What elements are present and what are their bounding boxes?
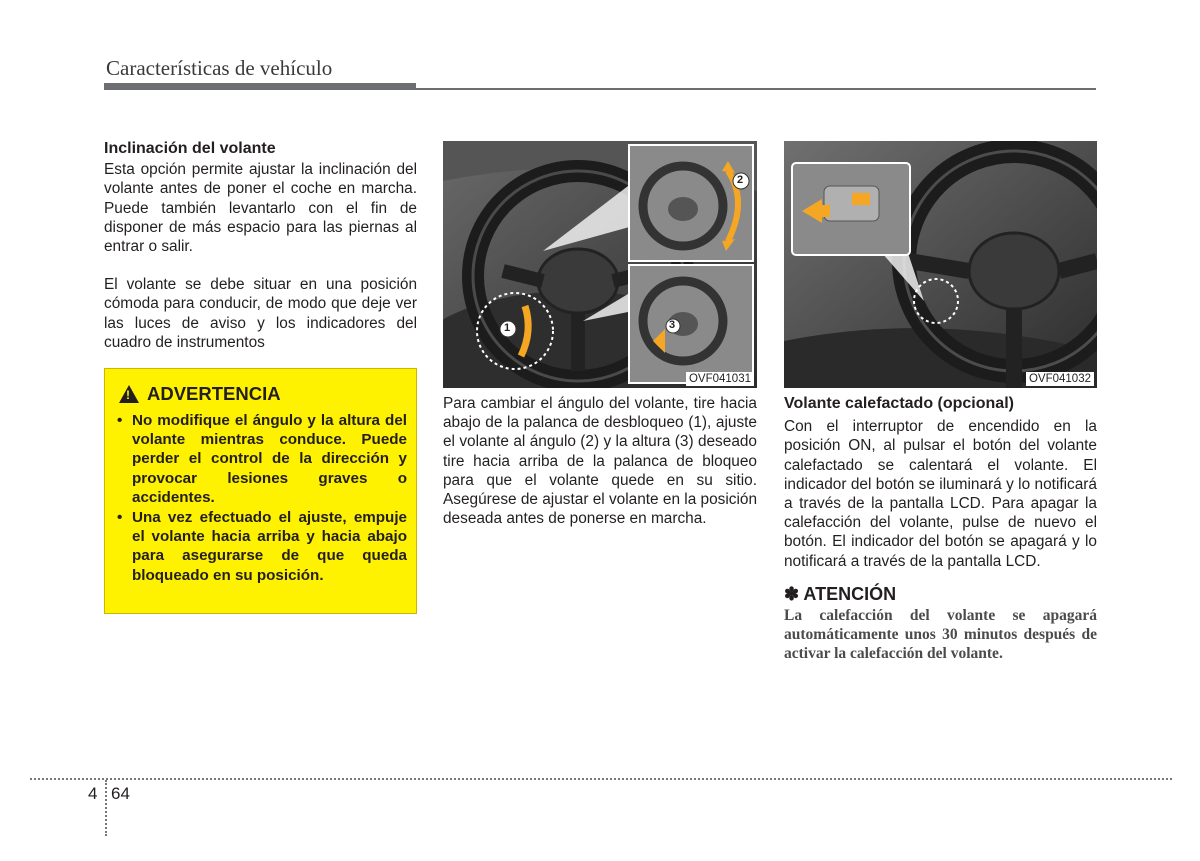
middle-column <box>443 394 757 528</box>
tilt-instructions: Para cambiar el ángulo del volante, tire hacia abajo de la palanca de desbloqueo (1), ajuste el volante al ángulo (2) y la altura (3) deseado tire hacia arriba de la palanca de bloqueo para que el volante quede en su sitio. Asegúrese de ajustar el volante en la posición deseada antes de ponerse en marcha. <box>443 395 757 528</box>
figure-code: OVF041031 <box>686 372 754 386</box>
warning-list <box>117 411 407 586</box>
callout-1: 1 <box>504 322 511 334</box>
header-rule-thin <box>416 88 1096 90</box>
section-title-tilt: Inclinación del volante <box>104 140 276 157</box>
footer-divider <box>105 780 107 836</box>
figure-heated-steering <box>784 141 1097 388</box>
warning-item: • Una vez efectuado el ajuste, empuje el volante hacia arriba y hacia abajo para asegurarse de que queda bloqueado en su posición. <box>117 508 407 585</box>
header-rule-thick <box>104 83 416 90</box>
right-column <box>784 394 1097 664</box>
warning-triangle-icon: ! <box>119 385 139 403</box>
section-title-heated: Volante calefactado (opcional) <box>784 395 1014 412</box>
steering-tilt-illustration <box>443 141 757 388</box>
warning-title: ADVERTENCIA <box>147 383 281 404</box>
callout-3: 3 <box>669 319 676 331</box>
chapter-number: 4 <box>88 784 98 803</box>
tilt-paragraph-2: El volante se debe situar en una posición cómoda para conducir, de modo que deje ver las luces de aviso y los indicadores del cuadro de instrumentos <box>104 276 417 351</box>
left-column <box>104 139 417 352</box>
figure-code: OVF041032 <box>1026 372 1094 386</box>
header-title: Características de vehículo <box>106 56 333 80</box>
heated-paragraph: Con el interruptor de encendido en la posición ON, al pulsar el botón del volante calefactado se calentará el volante. El indicador del botón se iluminará y lo notificará a través de la pantalla LCD. Para apagar la calefacción del volante, pulse de nuevo el botón. El indicador del botón se apagará y lo notificará a través de la pantalla LCD. <box>784 418 1097 570</box>
figure-steering-tilt <box>443 141 757 388</box>
tilt-paragraph-1: Esta opción permite ajustar la inclinación del volante antes de poner el coche en marcha. Puede también levantarlo con el fin de disponer de más espacio para las piernas al entrar o salir. <box>104 161 417 256</box>
warning-heading <box>119 383 281 405</box>
attention-body: La calefacción del volante se apagará automáticamente unos 30 minutos después de activar la calefacción del volante. <box>784 607 1097 663</box>
page-number: 64 <box>111 784 130 803</box>
warning-item: • No modifique el ángulo y la altura del volante mientras conduce. Puede perder el control de la dirección y provocar lesiones graves o accidentes. <box>117 411 407 507</box>
footer-rule <box>30 778 1172 780</box>
warning-box <box>104 368 417 614</box>
callout-2: 2 <box>737 174 744 186</box>
attention-title: ✽ ATENCIÓN <box>784 583 897 604</box>
heated-steering-illustration <box>784 141 1097 388</box>
